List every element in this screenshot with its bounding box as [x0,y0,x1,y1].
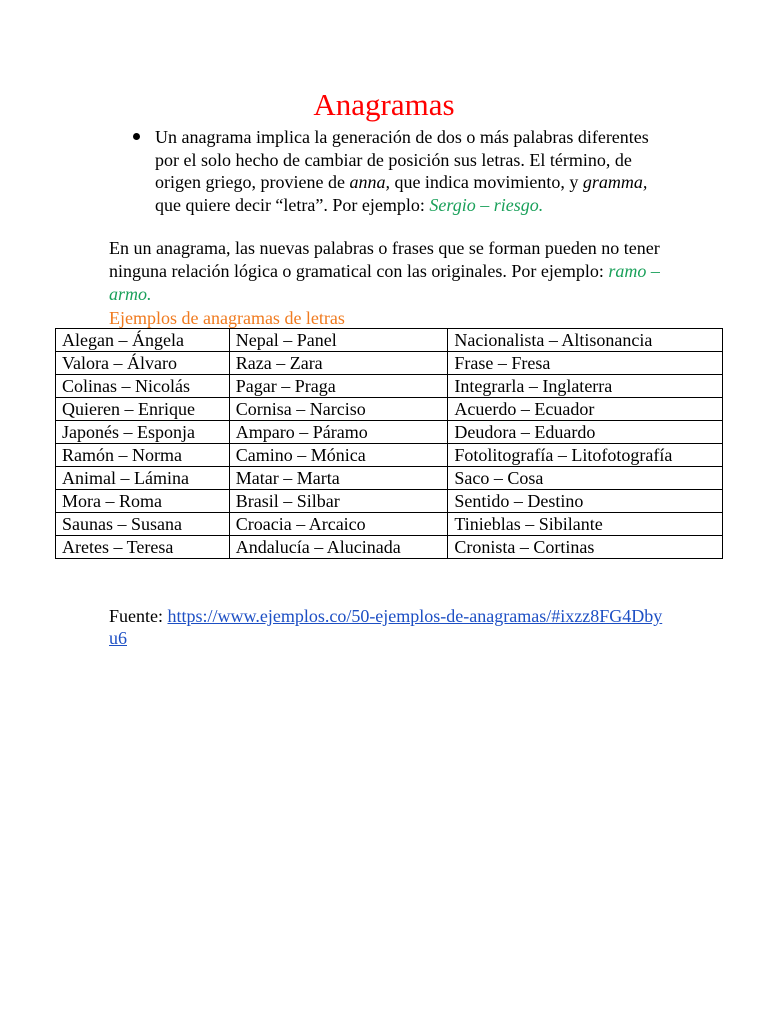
table-row [56,421,723,444]
table-cell: Nepal – Panel [229,329,448,352]
table-cell: Mora – Roma [56,490,230,513]
table-cell: Frase – Fresa [448,352,723,375]
bullet-point-icon [133,133,140,140]
anagram-table-body [56,329,723,559]
table-row [56,375,723,398]
table-cell: Matar – Marta [229,467,448,490]
table-row [56,467,723,490]
body-paragraph [109,237,669,306]
table-cell: Tinieblas – Sibilante [448,513,723,536]
table-cell: Valora – Álvaro [56,352,230,375]
table-cell: Nacionalista – Altisonancia [448,329,723,352]
examples-subheading: Ejemplos de anagramas de letras [109,308,345,328]
table-row [56,513,723,536]
table-cell: Colinas – Nicolás [56,375,230,398]
table-cell: Sentido – Destino [448,490,723,513]
table-cell: Ramón – Norma [56,444,230,467]
table-cell: Andalucía – Alucinada [229,536,448,559]
table-cell: Saco – Cosa [448,467,723,490]
table-cell: Fotolitografía – Litofotografía [448,444,723,467]
table-cell: Pagar – Praga [229,375,448,398]
table-cell: Amparo – Páramo [229,421,448,444]
bullet-text-3: que quiere decir “letra”. Por ejemplo: [155,194,430,215]
table-cell: Integrarla – Inglaterra [448,375,723,398]
table-cell: Saunas – Susana [56,513,230,536]
bullet-text-2: que indica movimiento, y [389,172,583,192]
table-cell: Acuerdo – Ecuador [448,398,723,421]
table-row [56,398,723,421]
term-anna: anna, [349,172,390,192]
term-gramma: gramma, [582,172,648,192]
table-cell: Alegan – Ángela [56,329,230,352]
bullet-text-1: Un anagrama implica la generación de dos o más palabras diferentes por el solo hecho de cambiar de posición sus letras. El término, de origen griego, proviene de [155,127,649,192]
anagram-table [55,328,723,559]
source-link[interactable]: https://www.ejemplos.co/50-ejemplos-de-anagramas/#ixzz8FG4Dbyu6 [109,606,663,648]
table-cell: Animal – Lámina [56,467,230,490]
table-cell: Brasil – Silbar [229,490,448,513]
table-row [56,536,723,559]
table-cell: Camino – Mónica [229,444,448,467]
table-cell: Deudora – Eduardo [448,421,723,444]
table-cell: Cornisa – Narciso [229,398,448,421]
page-title: Anagramas [313,87,455,122]
source-label: Fuente: [109,606,168,626]
table-cell: Quieren – Enrique [56,398,230,421]
table-row [56,352,723,375]
source-line [109,605,669,649]
bullet-example: Sergio – riesgo. [429,194,544,215]
table-row [56,329,723,352]
paragraph-example: ramo – armo. [109,261,660,304]
table-cell: Croacia – Arcaico [229,513,448,536]
table-cell: Japonés – Esponja [56,421,230,444]
paragraph-text: En un anagrama, las nuevas palabras o frases que se forman pueden no tener ninguna relación lógica o gramatical con las originales. Por ejemplo: [109,238,660,281]
table-cell: Cronista – Cortinas [448,536,723,559]
table-cell: Raza – Zara [229,352,448,375]
table-cell: Aretes – Teresa [56,536,230,559]
table-row [56,444,723,467]
bullet-paragraph [155,126,675,216]
table-row [56,490,723,513]
